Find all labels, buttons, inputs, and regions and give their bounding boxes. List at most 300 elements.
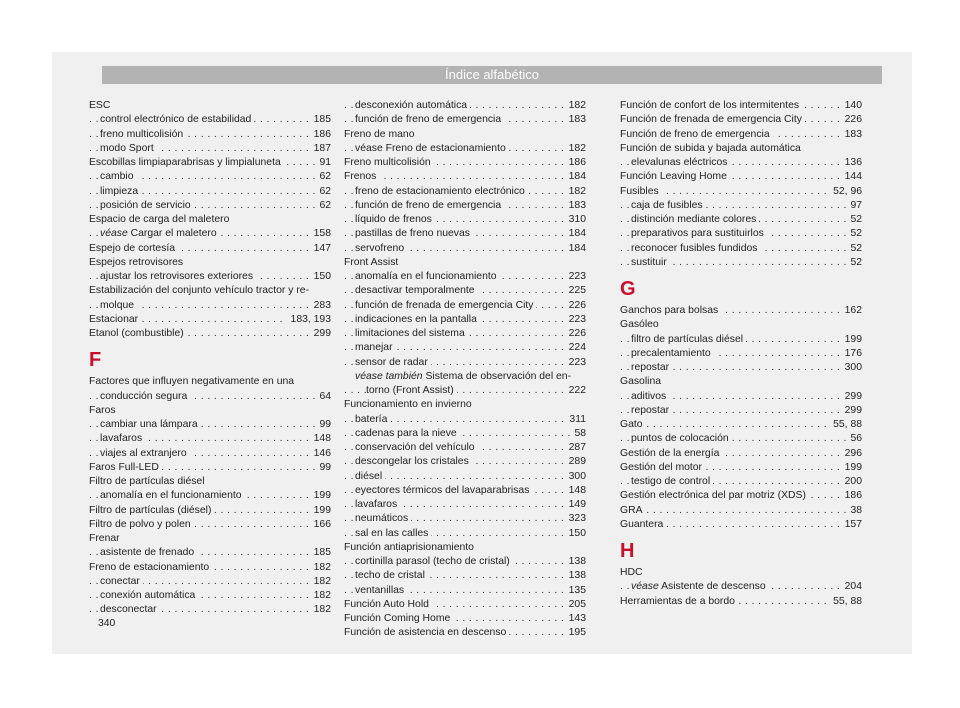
index-entry	[89, 199, 331, 213]
entry-text: manejar	[355, 342, 393, 354]
entry-page-ref: 182	[310, 575, 331, 589]
index-entry	[344, 170, 586, 184]
entry-text: limitaciones del sistema	[355, 328, 465, 339]
entry-page-ref: 149	[565, 498, 586, 512]
entry-text: sensor de radar	[355, 356, 428, 368]
entry-label	[89, 100, 113, 111]
index-column-2	[344, 99, 586, 641]
entry-page-ref: 147	[310, 242, 331, 256]
entry-text: desactivar temporalmente	[355, 285, 475, 297]
index-entry	[89, 99, 331, 113]
index-entry	[344, 555, 586, 569]
entry-text: posición de servicio	[100, 199, 191, 211]
section-letter: G	[620, 278, 636, 300]
index-entry	[344, 299, 586, 313]
entry-label	[89, 562, 212, 573]
index-entry	[620, 489, 862, 503]
entry-page-ref: 148	[310, 432, 331, 446]
entry-label	[620, 376, 664, 387]
entry-text: Factores que influyen negativamente en una	[89, 376, 295, 388]
entry-text: Filtro de partículas diésel	[89, 476, 205, 487]
entry-page-ref: 52	[846, 256, 862, 270]
entry-label	[631, 433, 732, 444]
entry-text: descongelar los cristales	[355, 456, 469, 468]
index-entry	[344, 142, 586, 156]
entry-text: torno (Front Assist)	[366, 385, 454, 396]
entry-label	[355, 556, 513, 567]
index-entry	[620, 475, 862, 489]
entry-label	[355, 513, 411, 524]
entry-text: puntos de colocación	[631, 433, 729, 445]
entry-page-ref: 185	[310, 113, 331, 127]
entry-page-ref: 148	[565, 484, 586, 498]
index-entry	[620, 213, 862, 227]
section-letter: F	[89, 349, 102, 372]
entry-text: Escobillas limpiaparabrisas y limpialuneta	[89, 157, 281, 168]
entry-text: filtro de partículas diésel	[631, 333, 744, 345]
entry-label	[355, 442, 478, 453]
entry-text: función de frenada de emergencia City	[355, 299, 534, 311]
entry-page-ref: 186	[841, 489, 862, 503]
index-entry	[344, 156, 586, 170]
entry-label	[89, 476, 208, 487]
entry-label	[89, 376, 297, 387]
entry-page-ref: 52	[846, 242, 862, 256]
entry-label	[100, 228, 220, 239]
entry-text: Gasolina	[620, 376, 662, 388]
entry-text: control electrónico de estabilidad	[100, 114, 252, 126]
entry-page-ref: 138	[565, 569, 586, 583]
entry-text: anomalía en el funcionamiento	[100, 490, 242, 502]
entry-label	[355, 285, 478, 296]
entry-page-ref: 199	[841, 333, 862, 347]
index-entry	[620, 128, 862, 142]
entry-page-ref: 157	[841, 518, 862, 532]
index-entry	[89, 546, 331, 560]
entry-page-ref: 184	[565, 170, 586, 184]
entry-page-ref: 184	[565, 242, 586, 256]
entry-label	[355, 471, 385, 482]
entry-page-ref: 176	[841, 347, 862, 361]
entry-page-ref: 99	[315, 418, 331, 432]
entry-label	[620, 596, 738, 607]
entry-text: Función antiaprisionamiento	[344, 541, 474, 553]
index-entry	[620, 99, 862, 113]
entry-label	[344, 613, 453, 624]
index-entry	[89, 447, 331, 461]
entry-text: Función de freno de emergencia	[620, 128, 770, 140]
entry-text: elevalunas eléctricos	[631, 157, 728, 168]
index-entry	[620, 375, 862, 389]
entry-text: conservación del vehículo	[355, 442, 475, 453]
entry-label	[89, 505, 214, 516]
entry-page-ref: 289	[565, 455, 586, 469]
index-entry	[620, 347, 862, 361]
entry-label	[100, 433, 145, 444]
see-reference: véase	[100, 228, 128, 240]
entry-text: desconectar	[100, 604, 157, 616]
entry-text: cambio	[100, 171, 134, 183]
entry-page-ref: 182	[565, 142, 586, 156]
index-entry	[344, 284, 586, 298]
entry-text: cadenas para la nieve	[355, 427, 457, 439]
entry-label	[620, 505, 646, 516]
entry-label	[631, 200, 706, 211]
entry-text: función de freno de emergencia	[355, 114, 502, 126]
entry-text: Función de frenada de emergencia City	[620, 114, 802, 126]
entry-label	[100, 300, 137, 311]
index-entry	[89, 461, 331, 475]
entry-page-ref: 299	[841, 404, 862, 418]
entry-label	[344, 129, 417, 140]
index-entry	[620, 156, 862, 170]
entry-text: ESC	[89, 100, 111, 111]
entry-label	[620, 490, 809, 501]
entry-page-ref: 99	[315, 461, 331, 475]
index-entry	[620, 242, 862, 256]
entry-label	[89, 462, 162, 473]
entry-label	[631, 243, 761, 254]
entry-text: Frenar	[89, 533, 120, 544]
index-entry	[620, 333, 862, 347]
entry-page-ref: 226	[841, 113, 862, 127]
entry-text: cortinilla parasol (techo de cristal)	[355, 556, 510, 567]
index-entry	[89, 504, 331, 518]
entry-text: batería	[355, 413, 388, 425]
entry-page-ref: 64	[315, 390, 331, 404]
entry-label	[355, 143, 509, 154]
entry-page-ref: 150	[310, 270, 331, 284]
index-entry	[344, 584, 586, 598]
entry-page-ref: 225	[565, 284, 586, 298]
entry-label	[355, 428, 460, 439]
entry-label	[620, 129, 773, 140]
entry-page-ref: 182	[310, 589, 331, 603]
entry-page-ref: 205	[565, 598, 586, 612]
entry-text: Función Leaving Home	[620, 171, 727, 183]
entry-label	[100, 490, 245, 501]
entry-label	[631, 157, 730, 168]
index-entry	[344, 541, 586, 555]
entry-label	[631, 348, 714, 359]
index-entry	[89, 284, 331, 298]
entry-page-ref: 187	[310, 142, 331, 156]
index-entry	[89, 242, 331, 256]
entry-page-ref: 299	[841, 390, 862, 404]
header-bar	[102, 66, 882, 84]
entry-page-ref: 136	[841, 156, 862, 170]
index-entry	[89, 418, 331, 432]
entry-page-ref: 143	[565, 612, 586, 626]
entry-text: función de freno de emergencia	[355, 199, 502, 211]
index-entry	[344, 527, 586, 541]
index-entry	[620, 199, 862, 213]
entry-label	[89, 214, 232, 225]
entry-label	[100, 576, 143, 587]
index-entry	[89, 128, 331, 142]
index-entry	[344, 498, 586, 512]
entry-page-ref: 182	[565, 185, 586, 199]
entry-text: Gestión del motor	[620, 461, 703, 473]
entry-text: lavafaros	[100, 433, 143, 445]
index-entry	[620, 418, 862, 432]
entry-page-ref: 150	[565, 527, 586, 541]
entry-text: lavafaros	[355, 499, 398, 510]
index-entry	[344, 370, 586, 384]
index-entry	[89, 327, 331, 341]
entry-label	[620, 462, 705, 473]
entry-text: Espejos retrovisores	[89, 256, 184, 268]
index-entry	[620, 404, 862, 418]
entry-text: viajes al extranjero	[100, 447, 187, 459]
entry-label	[631, 257, 670, 268]
entry-label	[100, 590, 198, 601]
entry-label	[89, 243, 178, 254]
index-entry	[89, 390, 331, 404]
entry-label	[620, 114, 805, 125]
entry-text: Faros	[89, 404, 116, 416]
index-entry	[344, 569, 586, 583]
entry-text: véase Freno de estacionamiento	[355, 142, 506, 154]
entry-label	[344, 257, 401, 268]
entry-label	[355, 456, 472, 467]
index-entry	[89, 270, 331, 284]
entry-page-ref: 56	[846, 432, 862, 446]
entry-text: Gasóleo	[620, 319, 659, 331]
entry-page-ref: 300	[841, 361, 862, 375]
index-entry	[89, 404, 331, 418]
entry-label	[366, 385, 457, 396]
entry-page-ref: 186	[310, 128, 331, 142]
index-entry	[344, 427, 586, 441]
entry-label	[355, 114, 504, 125]
entry-page-ref: 183, 193	[287, 313, 331, 327]
index-entry	[620, 447, 862, 461]
index-entry	[344, 213, 586, 227]
entry-text: Función de asistencia en descenso	[344, 627, 507, 639]
entry-page-ref: 62	[315, 185, 331, 199]
index-entry	[344, 612, 586, 626]
entry-text: Gestión electrónica del par motriz (XDS)	[620, 490, 806, 502]
index-entry	[344, 99, 586, 113]
entry-label	[620, 305, 721, 316]
index-entry	[89, 589, 331, 603]
entry-page-ref: 226	[565, 327, 586, 341]
index-entry	[620, 518, 862, 532]
entry-text: Estabilización del conjunto vehículo tractor y re-	[89, 285, 310, 297]
entry-text: Estacionar	[89, 313, 139, 325]
entry-text: conexión automática	[100, 590, 196, 601]
entry-label	[620, 143, 804, 154]
entry-text: conectar	[100, 575, 140, 587]
entry-label	[620, 419, 646, 430]
entry-page-ref: 62	[315, 199, 331, 213]
index-entry	[344, 484, 586, 498]
entry-label	[355, 485, 532, 496]
entry-label	[100, 448, 190, 459]
entry-text: distinción mediante colores	[631, 214, 757, 225]
entry-text: desconexión automática	[355, 100, 468, 111]
see-reference: véase también	[355, 370, 423, 382]
entry-text: freno multicolisión	[100, 128, 184, 140]
index-entry	[89, 170, 331, 184]
index-entry	[620, 432, 862, 446]
entry-label	[344, 627, 509, 638]
entry-text: techo de cristal	[355, 570, 425, 582]
entry-label	[355, 328, 468, 339]
entry-page-ref: 183	[565, 113, 586, 127]
index-entry	[344, 313, 586, 327]
entry-page-ref: 287	[565, 441, 586, 455]
entry-label	[100, 129, 186, 140]
entry-page-ref: 182	[310, 561, 331, 575]
entry-label	[89, 533, 123, 544]
entry-label	[355, 300, 536, 311]
entry-text: repostar	[631, 362, 670, 373]
entry-text: Frenos	[344, 171, 377, 183]
entry-page-ref: 55, 88	[829, 595, 862, 609]
entry-page-ref: 162	[841, 304, 862, 318]
entry-label	[344, 599, 432, 610]
index-entry	[344, 413, 586, 427]
index-entry	[344, 128, 586, 142]
entry-page-ref: 55, 88	[829, 418, 862, 432]
entry-page-ref: 300	[565, 470, 586, 484]
index-entry	[344, 185, 586, 199]
entry-text: modo Sport	[100, 142, 154, 154]
index-entry	[89, 299, 331, 313]
entry-page-ref: 185	[310, 546, 331, 560]
entry-text: molque	[100, 299, 135, 311]
entry-text: testigo de control	[631, 476, 711, 487]
entry-label	[89, 405, 119, 416]
entry-page-ref: 283	[310, 299, 331, 313]
entry-label	[355, 499, 400, 510]
entry-label	[355, 371, 574, 382]
index-page	[52, 52, 912, 654]
entry-text: Freno de estacionamiento	[89, 561, 210, 573]
index-entry	[89, 575, 331, 589]
entry-page-ref: 38	[846, 504, 862, 518]
entry-label	[89, 257, 186, 268]
entry-page-ref: 226	[565, 299, 586, 313]
index-entry	[89, 142, 331, 156]
entry-text: GRA	[620, 504, 643, 516]
index-entry	[89, 532, 331, 546]
entry-text: Función de confort de los intermitentes	[620, 100, 800, 111]
entry-label	[355, 570, 428, 581]
index-entry	[620, 461, 862, 475]
entry-page-ref: 222	[565, 384, 586, 398]
entry-label	[355, 200, 504, 211]
entry-page-ref: 310	[565, 213, 586, 227]
entry-text: Etanol (combustible)	[89, 328, 184, 339]
entry-label	[355, 243, 407, 254]
page-title: Índice alfabético	[445, 67, 539, 82]
entry-label	[89, 328, 187, 339]
entry-page-ref: 223	[565, 313, 586, 327]
entry-label	[100, 271, 256, 282]
entry-page-ref: 199	[310, 504, 331, 518]
entry-text: líquido de frenos	[355, 214, 432, 225]
index-entry	[620, 390, 862, 404]
index-entry	[344, 327, 586, 341]
entry-page-ref: 323	[565, 512, 586, 526]
entry-page-ref: 52	[846, 227, 862, 241]
entry-text: Guantera	[620, 518, 664, 530]
entry-page-ref: 223	[565, 356, 586, 370]
entry-text: ventanillas	[355, 584, 405, 596]
entry-text: Espejo de cortesía	[89, 242, 176, 254]
entry-text: repostar	[631, 404, 670, 416]
index-entry	[89, 518, 331, 532]
index-entry	[344, 626, 586, 640]
index-entry	[89, 603, 331, 617]
index-entry	[89, 432, 331, 446]
entry-text: Fusibles	[620, 185, 659, 197]
entry-text: Faros Full-LED	[89, 461, 159, 473]
entry-label	[100, 391, 190, 402]
entry-page-ref: 311	[565, 413, 586, 427]
index-entry	[344, 598, 586, 612]
entry-text: sustituir	[631, 256, 667, 268]
entry-page-ref: 183	[841, 128, 862, 142]
entry-label	[620, 186, 662, 197]
index-entry	[89, 185, 331, 199]
index-entry	[89, 375, 331, 389]
entry-label	[620, 100, 802, 111]
index-entry	[344, 341, 586, 355]
index-entry	[344, 113, 586, 127]
index-entry	[620, 504, 862, 518]
entry-label	[631, 391, 669, 402]
entry-label	[100, 200, 194, 211]
entry-page-ref: 62	[315, 170, 331, 184]
entry-label	[355, 271, 500, 282]
index-entry	[344, 242, 586, 256]
index-entry	[620, 566, 862, 580]
index-entry	[620, 361, 862, 375]
entry-text: Front Assist	[344, 256, 399, 268]
entry-label	[620, 519, 666, 530]
index-entry	[620, 318, 862, 332]
entry-page-ref: 200	[841, 475, 862, 489]
entry-text: Freno multicolisión	[344, 157, 431, 168]
entry-label	[100, 143, 157, 154]
entry-page-ref: 296	[841, 447, 862, 461]
index-entry	[620, 304, 862, 318]
entry-text: eyectores térmicos del lavaparabrisas	[355, 484, 530, 496]
index-entry	[620, 185, 862, 199]
see-reference: véase	[631, 581, 659, 593]
index-entry	[620, 142, 862, 156]
entry-text: conducción segura	[100, 390, 188, 402]
entry-text: freno de estacionamiento electrónico	[355, 185, 525, 197]
entry-text: Freno de mano	[344, 128, 415, 140]
entry-text: Sistema de observación del en-	[425, 370, 572, 382]
entry-page-ref: 184	[565, 227, 586, 241]
index-column-3	[620, 99, 862, 609]
entry-page-ref: 223	[565, 270, 586, 284]
entry-label	[620, 171, 730, 182]
entry-text: caja de fusibles	[631, 199, 703, 211]
index-entry	[344, 256, 586, 270]
index-entry	[89, 313, 331, 327]
entry-text: Filtro de partículas (diésel)	[89, 504, 212, 516]
entry-text: asistente de frenado	[100, 547, 195, 559]
entry-page-ref: 166	[310, 518, 331, 532]
entry-page-ref: 183	[565, 199, 586, 213]
